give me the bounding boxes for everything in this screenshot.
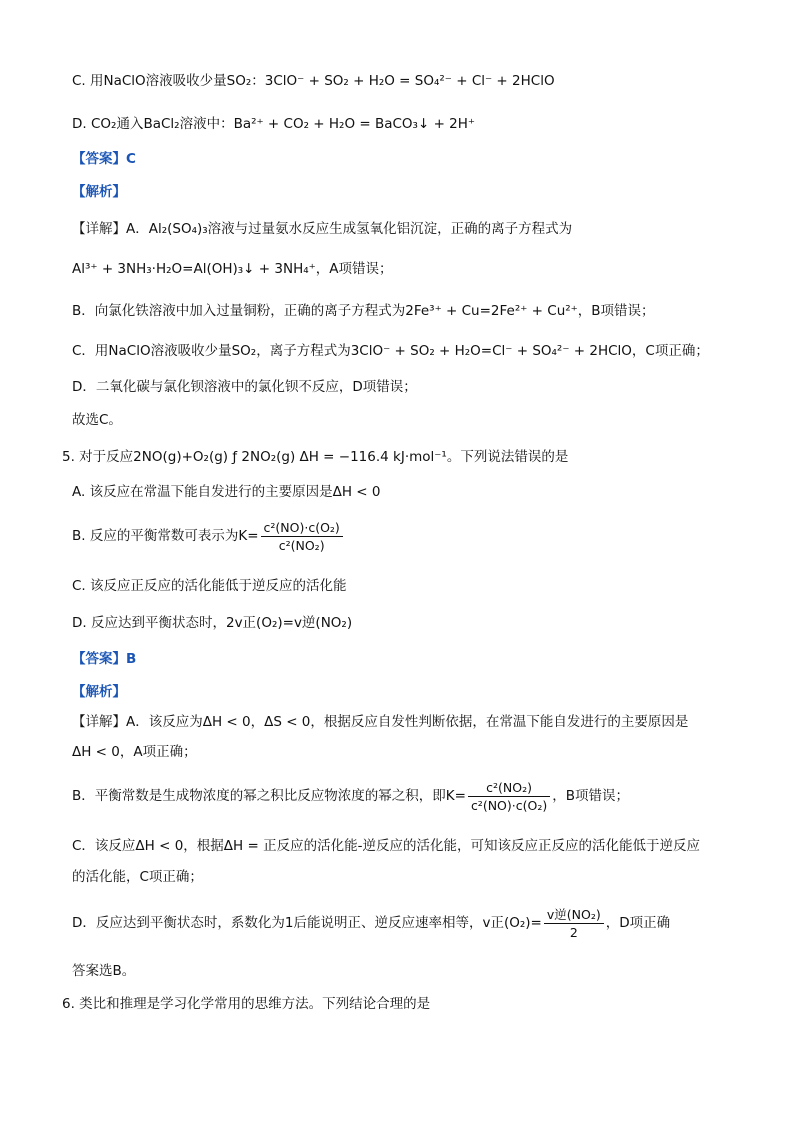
detail-c-line: C．用NaClO溶液吸收少量SO₂，离子方程式为3ClO⁻ + SO₂ + H₂O=Cl⁻ + SO₄²⁻ + 2HClO，C项正确； xyxy=(72,343,709,359)
analysis-label: 【解析】 xyxy=(72,184,126,200)
q5-detail-c-line-2: 的活化能，C项正确； xyxy=(72,869,203,885)
fraction-denominator: c²(NO)·c(O₂) xyxy=(470,797,548,813)
q5-detail-d-suffix: ，D项正确 xyxy=(605,915,671,931)
q5-detail-b-line xyxy=(72,776,734,816)
analysis-label: 【解析】 xyxy=(72,684,126,700)
q5-option-b xyxy=(72,516,734,556)
q5-detail-b-prefix: B．平衡常数是生成物浓度的幂之积比反应物浓度的幂之积，即K= xyxy=(72,788,466,804)
q5-detail-d-line xyxy=(72,903,734,943)
question-5-stem: 5. 对于反应2NO(g)+O₂(g) ƒ 2NO₂(g) ΔH = −116.4 kJ·mol⁻¹。下列说法错误的是 xyxy=(62,449,569,465)
q5-option-a: A. 该反应在常温下能自发进行的主要原因是ΔH < 0 xyxy=(72,484,381,500)
q5-option-b-fraction xyxy=(261,519,343,554)
fraction-numerator: c²(NO)·c(O₂) xyxy=(261,519,343,537)
q5-option-b-prefix: B. 反应的平衡常数可表示为K= xyxy=(72,528,259,544)
q5-detail-d-fraction xyxy=(544,906,604,941)
q5-answer-line: 答案选B。 xyxy=(72,963,136,979)
answer-label: 【答案】B xyxy=(72,651,137,667)
q5-detail-a-line-1: 【详解】A．该反应为ΔH < 0，ΔS < 0，根据反应自发性判断依据，在常温下能自发进行的主要原因是 xyxy=(72,714,689,730)
q5-detail-c-line-1: C．该反应ΔH < 0，根据ΔH = 正反应的活化能-逆反应的活化能，可知该反应正反应的活化能低于逆反应 xyxy=(72,838,700,854)
q5-detail-b-fraction xyxy=(468,779,550,814)
q5-detail-d-prefix: D．反应达到平衡状态时，系数化为1后能说明正、逆反应速率相等，v正(O₂)= xyxy=(72,915,542,931)
conclusion-line: 故选C。 xyxy=(72,412,122,428)
detail-d-line: D．二氧化碳与氯化钡溶液中的氯化钡不反应，D项错误； xyxy=(72,379,417,395)
detail-b-line: B．向氯化铁溶液中加入过量铜粉，正确的离子方程式为2Fe³⁺ + Cu=2Fe²⁺ + Cu²⁺，B项错误； xyxy=(72,303,655,319)
detail-a-line-2: Al³⁺ + 3NH₃·H₂O=Al(OH)₃↓ + 3NH₄⁺，A项错误； xyxy=(72,261,393,277)
option-d-line: D. CO₂通入BaCl₂溶液中：Ba²⁺ + CO₂ + H₂O = BaCO₃↓ + 2H⁺ xyxy=(72,116,476,132)
q5-detail-b-suffix: ，B项错误； xyxy=(552,788,629,804)
fraction-denominator: 2 xyxy=(569,924,578,940)
question-6-stem: 6. 类比和推理是学习化学常用的思维方法。下列结论合理的是 xyxy=(62,996,431,1012)
detail-a-line-1: 【详解】A．Al₂(SO₄)₃溶液与过量氨水反应生成氢氧化铝沉淀，正确的离子方程式为 xyxy=(72,221,573,237)
fraction-numerator: v逆(NO₂) xyxy=(544,906,604,924)
fraction-denominator: c²(NO₂) xyxy=(278,537,325,553)
option-c-line: C. 用NaClO溶液吸收少量SO₂：3ClO⁻ + SO₂ + H₂O = SO₄²⁻ + Cl⁻ + 2HClO xyxy=(72,73,555,89)
answer-label: 【答案】C xyxy=(72,151,136,167)
fraction-numerator: c²(NO₂) xyxy=(468,779,550,797)
q5-option-c: C. 该反应正反应的活化能低于逆反应的活化能 xyxy=(72,578,347,594)
q5-option-d: D. 反应达到平衡状态时，2v正(O₂)=v逆(NO₂) xyxy=(72,615,353,631)
q5-detail-a-line-2: ΔH < 0，A项正确； xyxy=(72,744,197,760)
